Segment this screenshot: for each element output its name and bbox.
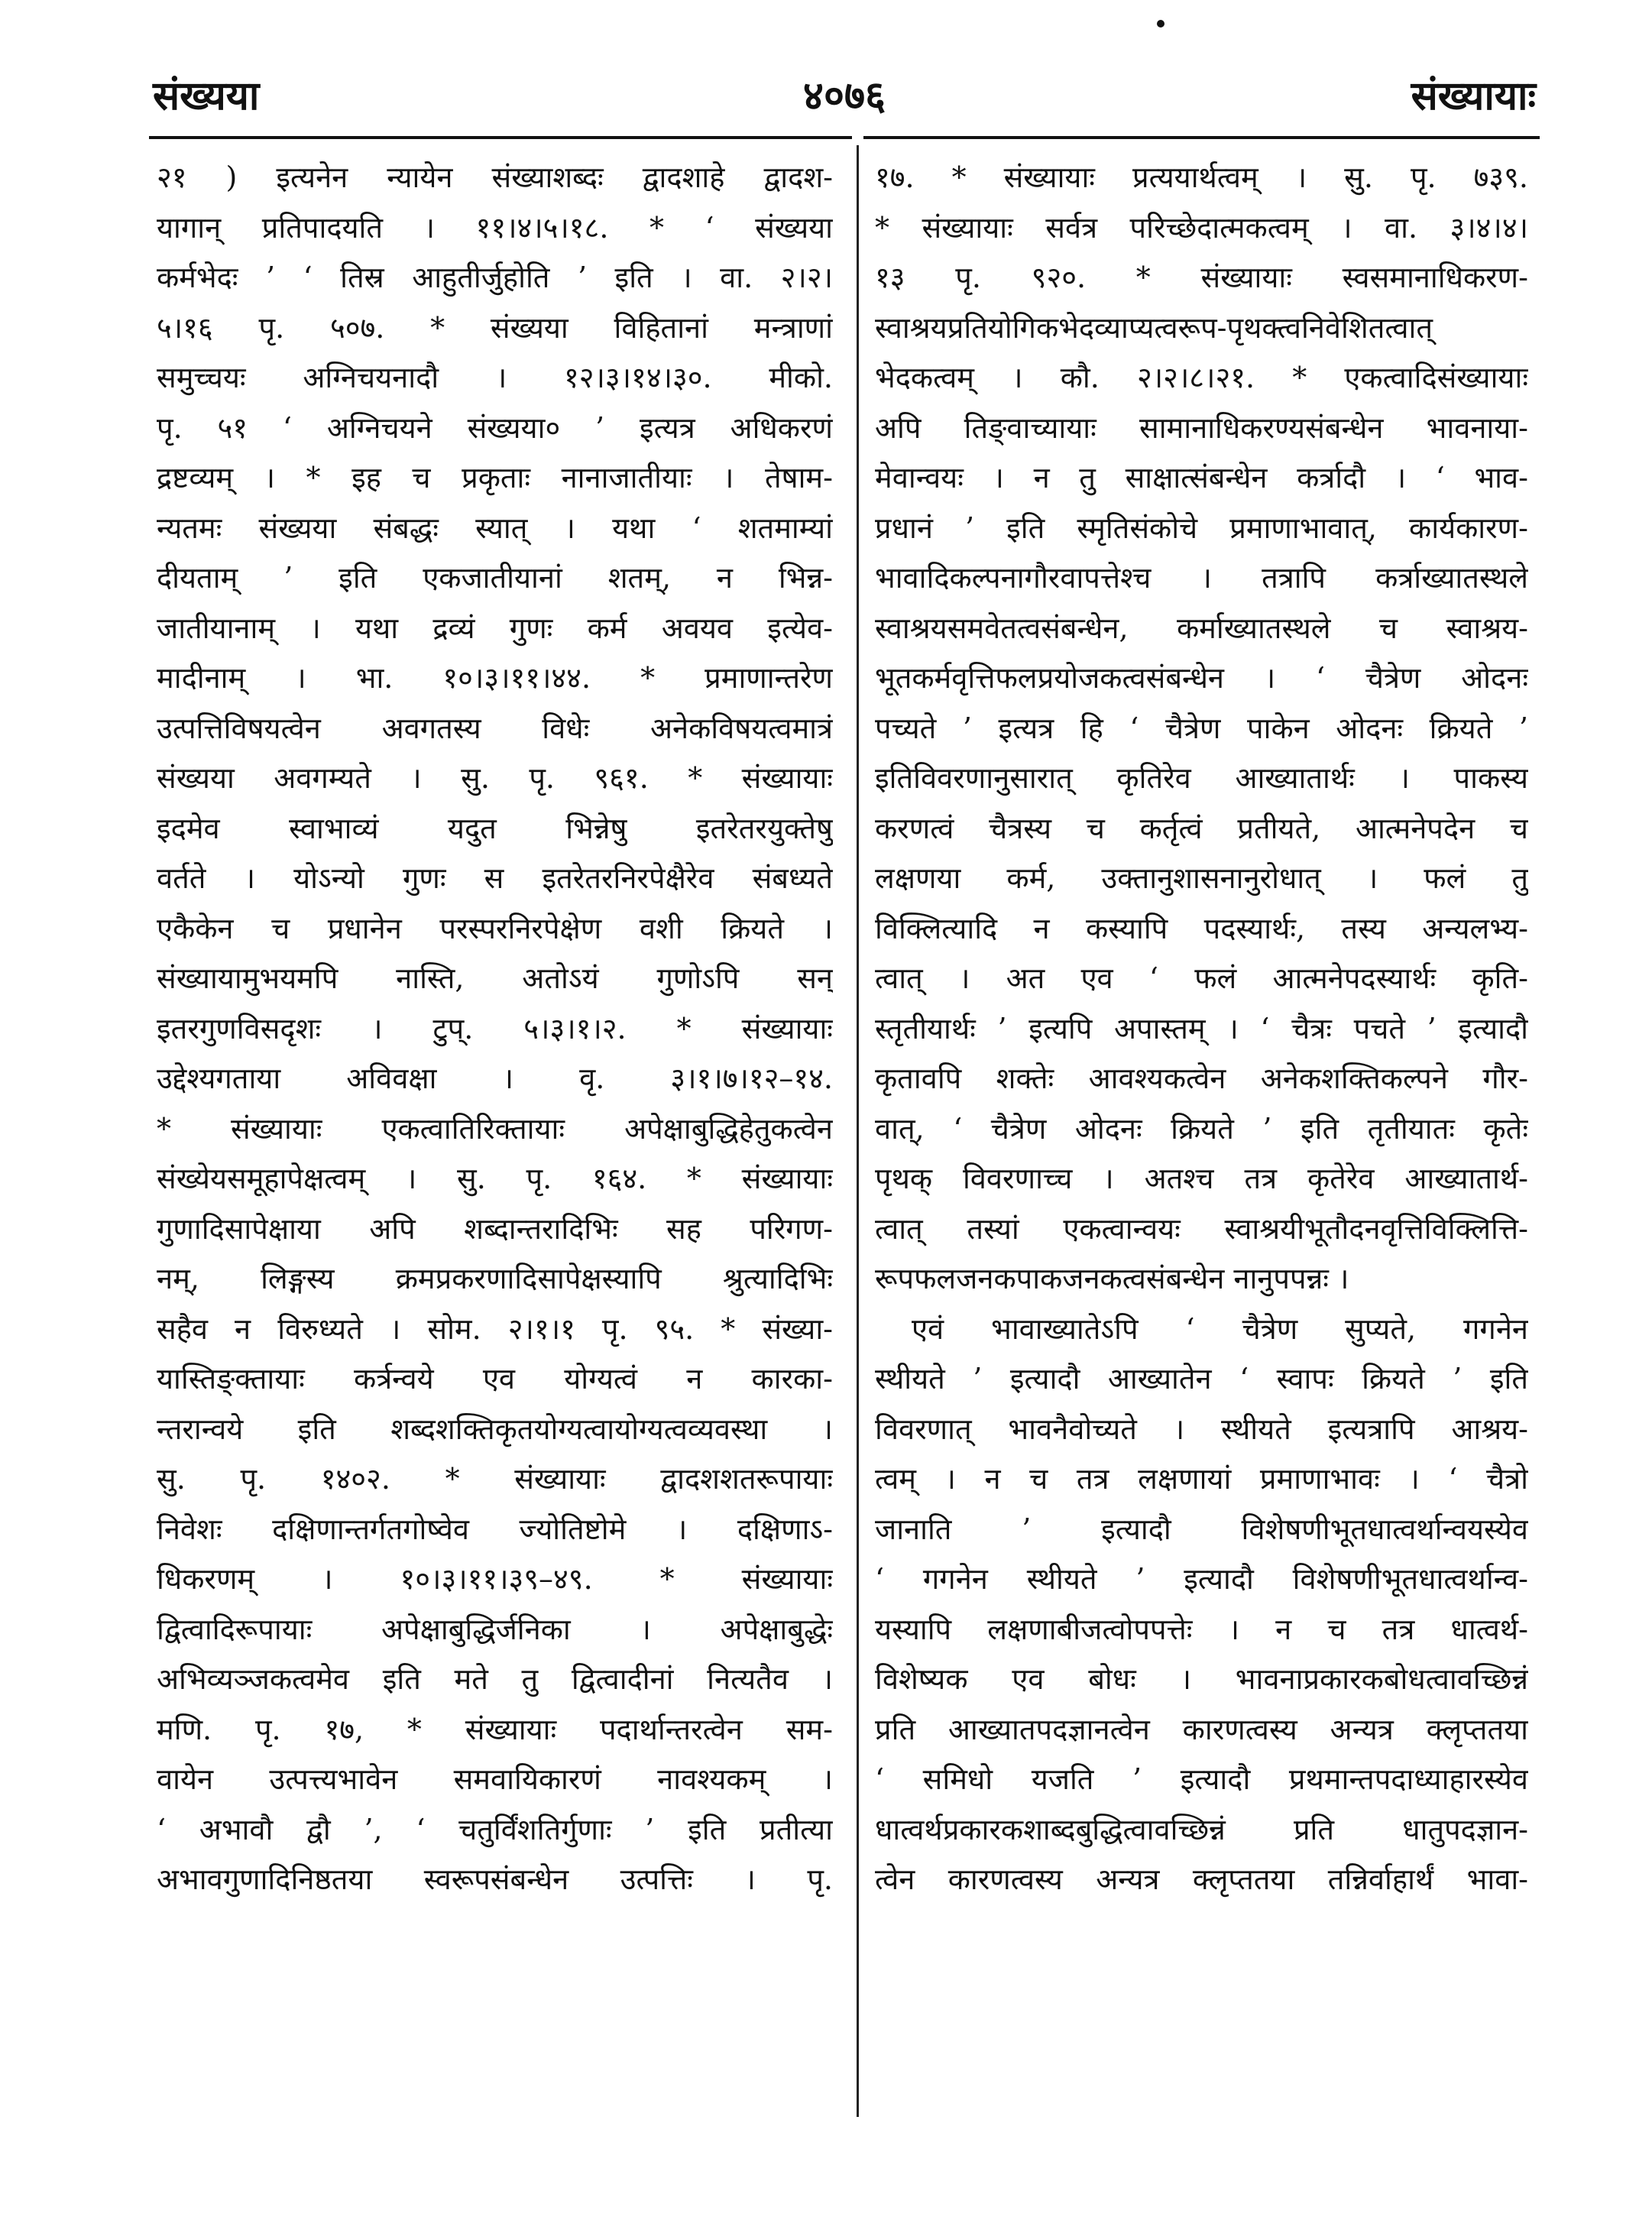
text-line: अभिव्यञ्जकत्वमेव इति मते तु द्वित्वादीनां नित्यतैव ।: [157, 1662, 833, 1696]
header-rule-right: [863, 136, 1540, 139]
text-line: विशेष्यक एव बोधः । भावनाप्रकारकबोधत्वावच्छिन्नं: [875, 1662, 1528, 1696]
page-header: [153, 66, 1536, 127]
text-line: पच्यते ’ इत्यत्र हि ‘ चैत्रेण पाकेन ओदनः क्रियते ’: [875, 711, 1528, 745]
text-line: संख्येयसमूहापेक्षत्वम् । सु. पृ. १६४. * संख्यायाः: [157, 1162, 833, 1195]
text-line: विक्लित्यादि न कस्यापि पदस्यार्थः, तस्य अन्यलभ्य-: [875, 911, 1528, 945]
text-line: समुच्चयः अग्निचयनादौ । १२।३।१४।३०. मीको.: [157, 361, 833, 394]
text-line: दीयताम् ’ इति एकजातीयानां शतम्, न भिन्न-: [157, 561, 833, 595]
text-line: संख्यायामुभयमपि नास्ति, अतोऽयं गुणोऽपि सन्: [157, 961, 833, 995]
text-line: भेदकत्वम् । कौ. २।२।८।२१. * एकत्वादिसंख्यायाः: [875, 361, 1528, 394]
text-line: ‘ गगनेन स्थीयते ’ इत्यादौ विशेषणीभूतधात्वर्थान्व-: [875, 1562, 1528, 1596]
text-line: प्रधानं ’ इति स्मृतिसंकोचे प्रमाणाभावात्, कार्यकारण-: [875, 511, 1528, 545]
text-line: वात्, ‘ चैत्रेण ओदनः क्रियते ’ इति तृतीयातः कृतेः: [875, 1111, 1528, 1146]
text-line: जानाति ’ इत्यादौ विशेषणीभूतधात्वर्थान्वयस्येव: [875, 1512, 1528, 1546]
left-column: [157, 153, 833, 1905]
text-line: १७. * संख्यायाः प्रत्ययार्थत्वम् । सु. पृ. ७३९.: [875, 160, 1528, 194]
text-line: कर्मभेदः ’ ‘ तिस्र आहुतीर्जुहोति ’ इति । वा. २।२।: [157, 261, 833, 294]
text-line: यस्यापि लक्षणाबीजत्वोपपत्तेः । न च तत्र धात्वर्थ-: [875, 1612, 1528, 1646]
text-line: धिकरणम् । १०।३।११।३९–४९. * संख्यायाः: [157, 1562, 833, 1596]
text-line: धात्वर्थप्रकारकशाब्दबुद्धित्वावच्छिन्नं प्रति धातुपदज्ञान-: [875, 1812, 1528, 1846]
text-line: एवं भावाख्यातेऽपि ‘ चैत्रेण सुप्यते, गगनेन: [912, 1311, 1528, 1346]
text-line: करणत्वं चैत्रस्य च कर्तृत्वं प्रतीयते, आत्मनेपदेन च: [875, 811, 1528, 845]
text-line: निवेशः दक्षिणान्तर्गतगोष्वेव ज्योतिष्टोमे । दक्षिणाऽ-: [157, 1512, 833, 1546]
text-line: भूतकर्मवृत्तिफलप्रयोजकत्वसंबन्धेन । ‘ चैत्रेण ओदनः: [875, 661, 1528, 695]
text-line: यागान् प्रतिपादयति । ११।४।५।१८. * ‘ संख्यया: [157, 210, 833, 245]
column-divider: [857, 145, 859, 2117]
ink-dot: [1157, 20, 1164, 28]
text-line: द्रष्टव्यम् । * इह च प्रकृताः नानाजातीयाः । तेषाम-: [157, 461, 833, 494]
text-line: सहैव न विरुध्यते । सोम. २।१।१ पृ. ९५. * संख्या-: [157, 1311, 833, 1346]
text-line: अभावगुणादिनिष्ठतया स्वरूपसंबन्धेन उत्पत्तिः । पृ.: [157, 1862, 833, 1896]
text-line: नम्, लिङ्गस्य क्रमप्रकरणादिसापेक्षस्यापि श्रुत्यादिभिः: [157, 1262, 833, 1295]
text-line: न्तरान्वये इति शब्दशक्तिकृतयोग्यत्वायोग्यत्वव्यवस्था ।: [157, 1412, 833, 1446]
text-line: स्वाश्रयसमवेतत्वसंबन्धेन, कर्माख्यातस्थले च स्वाश्रय-: [875, 611, 1528, 645]
text-line: उद्देश्यगताया अविवक्षा । वृ. ३।१।७।१२–१४.: [157, 1062, 833, 1095]
text-line: ५।१६ पृ. ५०७. * संख्यया विहितानां मन्त्राणां: [157, 310, 833, 345]
text-line: इतिविवरणानुसारात् कृतिरेव आख्यातार्थः । पाकस्य: [875, 761, 1528, 795]
text-line: द्वित्वादिरूपायाः अपेक्षाबुद्धिर्जनिका । अपेक्षाबुद्धेः: [157, 1612, 833, 1646]
header-right-word: संख्यायाः: [1411, 73, 1536, 119]
text-line: एकैकेन च प्रधानेन परस्परनिरपेक्षेण वशी क्रियते ।: [157, 911, 833, 945]
text-line: २१ ) इत्यनेन न्यायेन संख्याशब्दः द्वादशाहे द्वादश-: [157, 160, 833, 194]
text-line: वर्तते । योऽन्यो गुणः स इतरेतरनिरपेक्षैरेव संबध्यते: [157, 861, 833, 895]
text-line: सु. पृ. १४०२. * संख्यायाः द्वादशशतरूपायाः: [157, 1462, 833, 1496]
text-line: स्तृतीयार्थः ’ इत्यपि अपास्तम् । ‘ चैत्रः पचते ’ इत्यादौ: [875, 1011, 1528, 1045]
text-line: संख्यया अवगम्यते । सु. पृ. ९६१. * संख्यायाः: [157, 761, 833, 795]
text-line: १३ पृ. ९२०. * संख्यायाः स्वसमानाधिकरण-: [875, 261, 1528, 294]
text-line: मादीनाम् । भा. १०।३।११।४४. * प्रमाणान्तरेण: [157, 661, 833, 695]
text-line: विवरणात् भावनैवोच्यते । स्थीयते इत्यत्रापि आश्रय-: [875, 1412, 1528, 1446]
text-line: पृथक् विवरणाच्च । अतश्च तत्र कृतेरेव आख्यातार्थ-: [875, 1162, 1528, 1195]
text-line: * संख्यायाः सर्वत्र परिच्छेदात्मकत्वम् । वा. ३।४।४।: [875, 210, 1528, 245]
text-line: इतरगुणविसदृशः । टुप्. ५।३।१।२. * संख्यायाः: [157, 1011, 833, 1045]
text-line: कृतावपि शक्तेः आवश्यकत्वेन अनेकशक्तिकल्पने गौर-: [875, 1062, 1528, 1095]
text-line: गुणादिसापेक्षाया अपि शब्दान्तरादिभिः सह परिगण-: [157, 1211, 833, 1246]
text-line: न्यतमः संख्यया संबद्धः स्यात् । यथा ‘ शतमाम्यां: [157, 511, 833, 545]
text-line: रूपफलजनकपाकजनकत्वसंबन्धेन नानुपपन्नः ।: [875, 1262, 1349, 1295]
text-line: त्वात् तस्यां एकत्वान्वयः स्वाश्रयीभूतौदनवृत्तिविक्लित्ति-: [875, 1211, 1528, 1246]
text-line: त्वेन कारणत्वस्य अन्यत्र क्लृप्ततया तन्निर्वाहार्थं भावा-: [875, 1862, 1528, 1896]
text-line: स्थीयते ’ इत्यादौ आख्यातेन ‘ स्वापः क्रियते ’ इति: [875, 1362, 1528, 1396]
text-line: पृ. ५१ ‘ अग्निचयने संख्यया० ’ इत्यत्र अधिकरणं: [157, 410, 833, 445]
text-line: मणि. पृ. १७, * संख्यायाः पदार्थान्तरत्वेन सम-: [157, 1712, 833, 1746]
text-line: अपि तिङ्वाच्यायाः सामानाधिकरण्यसंबन्धेन भावनाया-: [875, 410, 1528, 445]
text-line: त्वात् । अत एव ‘ फलं आत्मनेपदस्यार्थः कृति-: [875, 961, 1528, 995]
text-line: उत्पत्तिविषयत्वेन अवगतस्य विधेः अनेकविषयत्वमात्रं: [157, 711, 833, 745]
text-line: यास्तिङ्क्तायाः कर्त्रन्वये एव योग्यत्वं न कारका-: [157, 1362, 833, 1396]
text-line: भावादिकल्पनागौरवापत्तेश्च । तत्रापि कर्त्राख्यातस्थले: [875, 561, 1528, 595]
text-line: ‘ अभावौ द्वौ ’, ‘ चतुर्विंशतिर्गुणाः ’ इति प्रतीत्या: [157, 1812, 833, 1846]
text-line: लक्षणया कर्म, उक्तानुशासनानुरोधात् । फलं तु: [875, 861, 1528, 895]
text-line: जातीयानाम् । यथा द्रव्यं गुणः कर्म अवयव इत्येव-: [157, 611, 833, 645]
text-line: स्वाश्रयप्रतियोगिकभेदव्याप्यत्वरूप-पृथक्त्वनिवेशितत्वात्: [875, 310, 1433, 345]
text-line: प्रति आख्यातपदज्ञानत्वेन कारणत्वस्य अन्यत्र क्लृप्ततया: [875, 1712, 1528, 1746]
text-line: मेवान्वयः । न तु साक्षात्संबन्धेन कर्त्रादौ । ‘ भाव-: [875, 461, 1528, 494]
text-line: वायेन उत्पत्त्यभावेन समवायिकारणं नावश्यकम् ।: [157, 1762, 833, 1796]
text-line: त्वम् । न च तत्र लक्षणायां प्रमाणाभावः । ‘ चैत्रो: [875, 1462, 1528, 1496]
header-rule-left: [149, 136, 852, 139]
text-line: ‘ समिधो यजति ’ इत्यादौ प्रथमान्तपदाध्याहारस्येव: [875, 1762, 1528, 1796]
right-column: [875, 153, 1528, 1905]
text-line: इदमेव स्वाभाव्यं यदुत भिन्नेषु इतरेतरयुक्तेषु: [157, 811, 833, 845]
text-line: * संख्यायाः एकत्वातिरिक्तायाः अपेक्षाबुद्धिहेतुकत्वेन: [157, 1111, 833, 1146]
header-left-word: संख्यया: [153, 73, 260, 119]
page-number: ४०७६: [802, 73, 886, 119]
